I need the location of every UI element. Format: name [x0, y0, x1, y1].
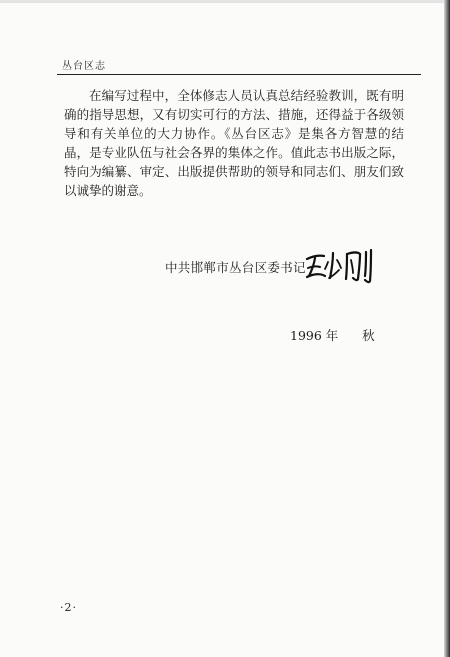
header-rule	[57, 74, 421, 75]
running-head: 丛台区志	[62, 61, 106, 72]
scan-top-edge	[0, 0, 450, 3]
date-line: 1996 年 秋	[290, 328, 375, 343]
handwritten-signature	[303, 246, 375, 284]
scan-right-edge	[444, 0, 450, 657]
body-paragraph: 在编写过程中，全体修志人员认真总结经验教训，既有明确的指导思想，又有切实可行的方法、措施，还得益于各级领导和有关单位的大力协作。《丛台区志》是集各方智慧的结晶，是专业队伍与社会各界的集体之作。值此志书出版之际，特向为编纂、审定、出版提供帮助的领导和同志们、朋友们致以诚挚的谢意。	[64, 88, 404, 198]
page-number: ·2·	[60, 601, 77, 614]
signature-title: 中共邯郸市丛台区委书记	[165, 260, 306, 275]
